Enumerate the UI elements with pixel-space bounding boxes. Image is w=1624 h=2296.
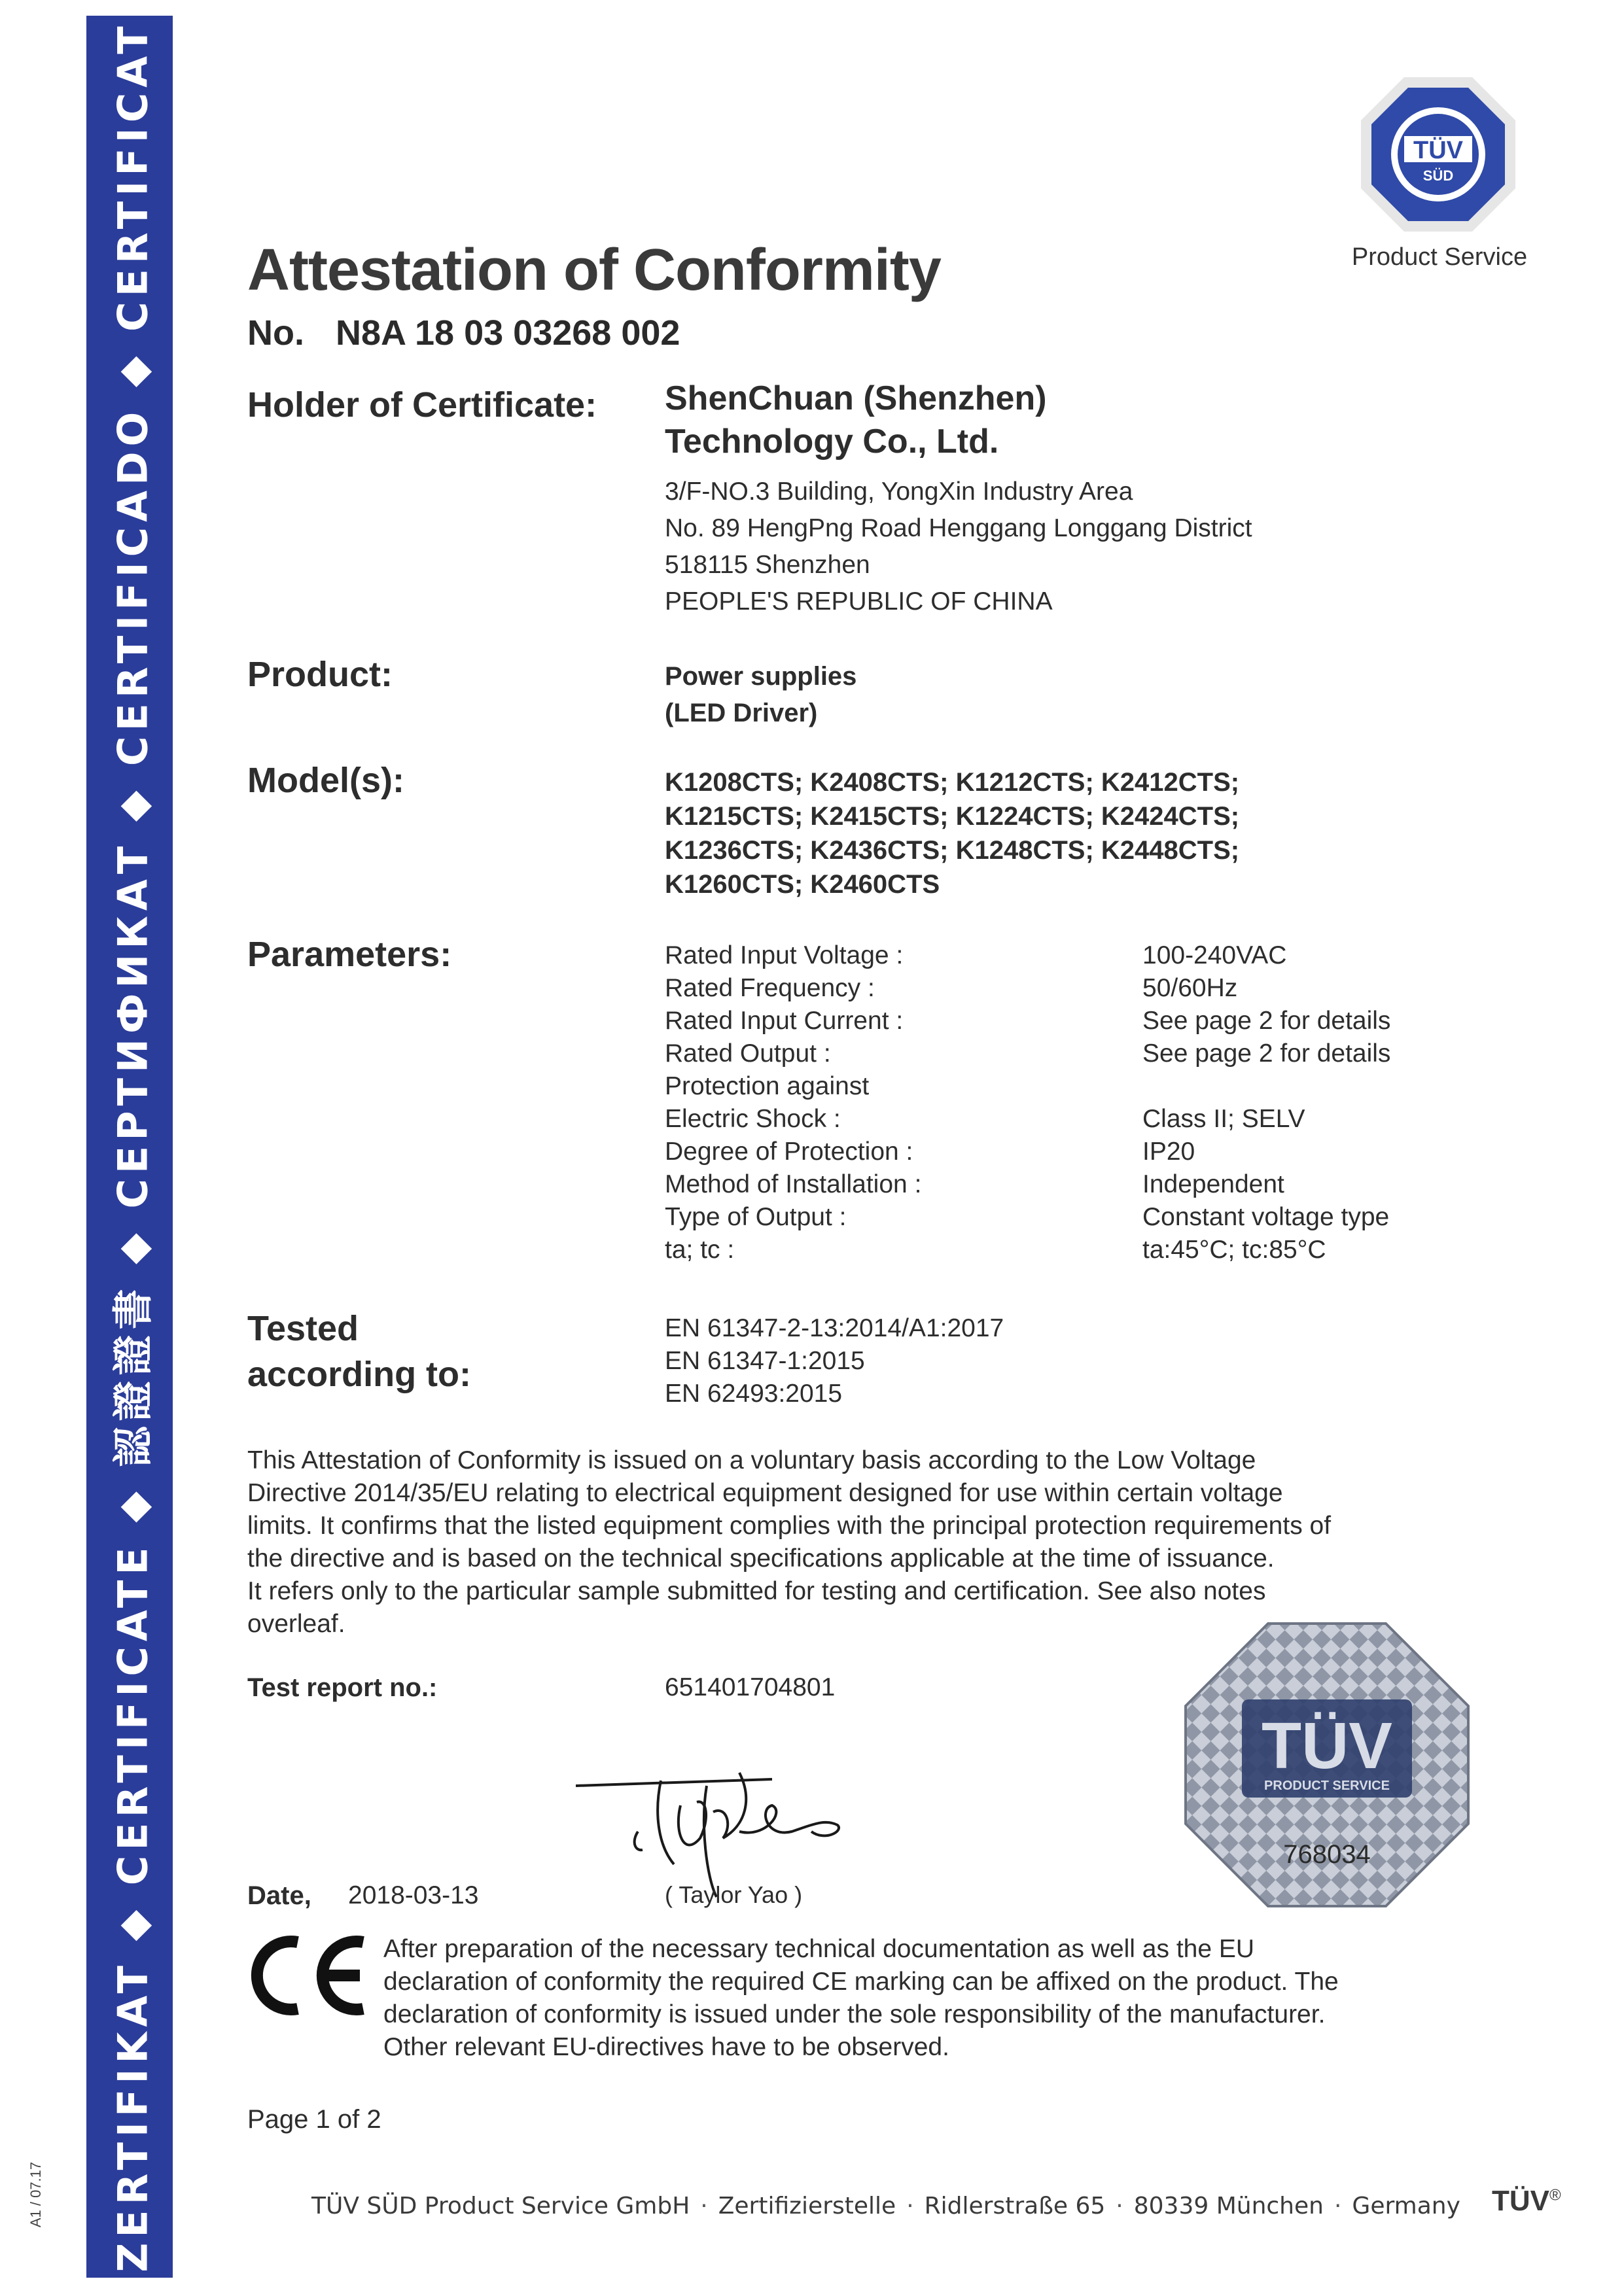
- form-code-text: A1 / 07.17: [27, 2161, 44, 2228]
- holder-name-line: Technology Co., Ltd.: [665, 423, 999, 461]
- attestation-statement: [247, 1444, 1419, 1641]
- holder-address: [665, 474, 1252, 620]
- logo-text: TÜV: [1413, 137, 1463, 164]
- product-line: Power supplies: [665, 662, 857, 691]
- tested-standards: [665, 1312, 1004, 1410]
- test-report-label: Test report no.:: [247, 1673, 438, 1702]
- parameters-label: Parameters:: [247, 935, 452, 974]
- logo-sub-text: SÜD: [1422, 167, 1454, 184]
- parameter-name: Method of Installation :: [665, 1170, 922, 1198]
- parameter-value: See page 2 for details: [1142, 1039, 1391, 1068]
- ce-line: After preparation of the necessary technical documentation as well as the EU: [383, 1935, 1255, 1963]
- parameter-name: Rated Frequency :: [665, 974, 875, 1002]
- page-number: Page 1 of 2: [247, 2105, 381, 2134]
- models-line: K1215CTS; K2415CTS; K1224CTS; K2424CTS;: [665, 802, 1240, 831]
- parameter-name: Rated Input Voltage :: [665, 941, 904, 969]
- parameter-name: ta; tc :: [665, 1236, 735, 1264]
- tested-label-line: according to:: [247, 1355, 472, 1394]
- seal-number: 768034: [1283, 1840, 1371, 1869]
- footer-country: Germany: [1352, 2193, 1460, 2219]
- statement-line: the directive and is based on the technical specifications applicable at the time of issuance.: [247, 1544, 1275, 1573]
- statement-line: Directive 2014/35/EU relating to electrical equipment designed for use within certain voltage: [247, 1479, 1283, 1507]
- document-title: Attestation of Conformity: [247, 237, 941, 303]
- ce-line: declaration of conformity the required CE marking can be affixed on the product. The: [383, 1968, 1339, 1996]
- models-line: K1236CTS; K2436CTS; K1248CTS; K2448CTS;: [665, 836, 1240, 865]
- standard-item: EN 61347-1:2015: [665, 1347, 865, 1375]
- models-line: K1260CTS; K2460CTS: [665, 870, 940, 899]
- signer-name: ( Taylor Yao ): [665, 1881, 803, 1908]
- parameter-name: Protection against: [665, 1072, 870, 1100]
- statement-line: It refers only to the particular sample submitted for testing and certification. See also notes: [247, 1577, 1266, 1605]
- tuv-hologram-seal: [1183, 1621, 1471, 1909]
- address-line: 518115 Shenzhen: [665, 551, 870, 579]
- tested-label: [247, 1306, 471, 1397]
- ce-line: declaration of conformity is issued under the sole responsibility of the manufacturer.: [383, 2000, 1326, 2028]
- side-band-text: ZERTIFIKAT ◆ CERTIFICATE ◆ 認證證書 ◆ СЕРТИФИКАТ ◆ CERTIFICADO ◆ CERTIFICAT: [109, 21, 157, 2272]
- address-line: No. 89 HengPng Road Henggang Longgang District: [665, 514, 1252, 542]
- parameter-value: IP20: [1142, 1138, 1195, 1166]
- logo-caption: Product Service: [1351, 243, 1528, 271]
- tested-label-line: Tested: [247, 1309, 359, 1348]
- parameter-name: Degree of Protection :: [665, 1138, 913, 1166]
- product-value: [665, 658, 856, 731]
- models-list: [665, 765, 1239, 901]
- parameter-value: [1142, 1070, 1390, 1103]
- statement-line: limits. It confirms that the listed equipment complies with the principal protection requirements of: [247, 1512, 1332, 1540]
- parameter-name: Rated Output :: [665, 1039, 831, 1068]
- parameter-name: Rated Input Current :: [665, 1007, 904, 1035]
- registered-mark: ®: [1549, 2186, 1561, 2204]
- parameter-name: Type of Output :: [665, 1203, 847, 1231]
- standard-item: EN 62493:2015: [665, 1380, 843, 1408]
- parameter-value: See page 2 for details: [1142, 1007, 1391, 1035]
- parameter-values: [1142, 939, 1390, 1266]
- parameter-value: Independent: [1142, 1170, 1284, 1198]
- date-label: Date,: [247, 1881, 311, 1910]
- parameter-value: Constant voltage type: [1142, 1203, 1390, 1231]
- seal-sub-text: PRODUCT SERVICE: [1264, 1779, 1390, 1793]
- footer-address: TÜV SÜD Product Service GmbH · Zertifizierstelle · Ridlerstraße 65 · 80339 München · Germany: [311, 2193, 1460, 2219]
- parameter-value: 100-240VAC: [1142, 941, 1287, 969]
- models-label: Model(s):: [247, 761, 404, 800]
- ce-mark-text: CE: [245, 1933, 247, 1934]
- product-line: (LED Driver): [665, 699, 818, 727]
- tuv-sud-logo: [1357, 73, 1519, 235]
- standard-item: EN 61347-2-13:2014/A1:2017: [665, 1314, 1004, 1342]
- parameter-value: Class II; SELV: [1142, 1105, 1305, 1133]
- models-line: K1208CTS; K2408CTS; K1212CTS; K2412CTS;: [665, 768, 1240, 797]
- ce-mark: [245, 1933, 370, 2018]
- ce-line: Other relevant EU-directives have to be observed.: [383, 2033, 949, 2061]
- seal-text: TÜV: [1262, 1709, 1392, 1783]
- statement-line: This Attestation of Conformity is issued on a voluntary basis according to the Low Voltage: [247, 1446, 1256, 1474]
- ce-statement: [383, 1933, 1430, 2064]
- certificate-no-value: N8A 18 03 03268 002: [336, 313, 680, 353]
- parameter-name: Electric Shock :: [665, 1105, 841, 1133]
- footer-street: Ridlerstraße 65: [924, 2193, 1106, 2219]
- date-value: 2018-03-13: [348, 1881, 479, 1909]
- statement-line: overleaf.: [247, 1610, 345, 1638]
- footer-company: TÜV SÜD Product Service GmbH: [311, 2193, 690, 2219]
- product-label: Product:: [247, 655, 393, 694]
- address-line: PEOPLE'S REPUBLIC OF CHINA: [665, 587, 1053, 616]
- footer-city: 80339 München: [1133, 2193, 1324, 2219]
- form-code: [13, 2149, 59, 2240]
- footer-logo-text: TÜV: [1492, 2185, 1549, 2217]
- certificate-no-label: No.: [247, 313, 304, 353]
- holder-name: [665, 377, 1047, 463]
- parameter-value: ta:45°C; tc:85°C: [1142, 1236, 1326, 1264]
- holder-name-line: ShenChuan (Shenzhen): [665, 379, 1047, 417]
- test-report-number: 651401704801: [665, 1673, 836, 1701]
- holder-label: Holder of Certificate:: [247, 385, 597, 425]
- certificate-side-band: [86, 16, 173, 2278]
- footer-office: Zertifizierstelle: [718, 2193, 896, 2219]
- certificate-number: [247, 313, 680, 353]
- footer-tuv-logo: [1492, 2185, 1561, 2218]
- parameter-value: 50/60Hz: [1142, 974, 1238, 1002]
- parameter-names: [665, 939, 921, 1266]
- address-line: 3/F-NO.3 Building, YongXin Industry Area: [665, 478, 1133, 506]
